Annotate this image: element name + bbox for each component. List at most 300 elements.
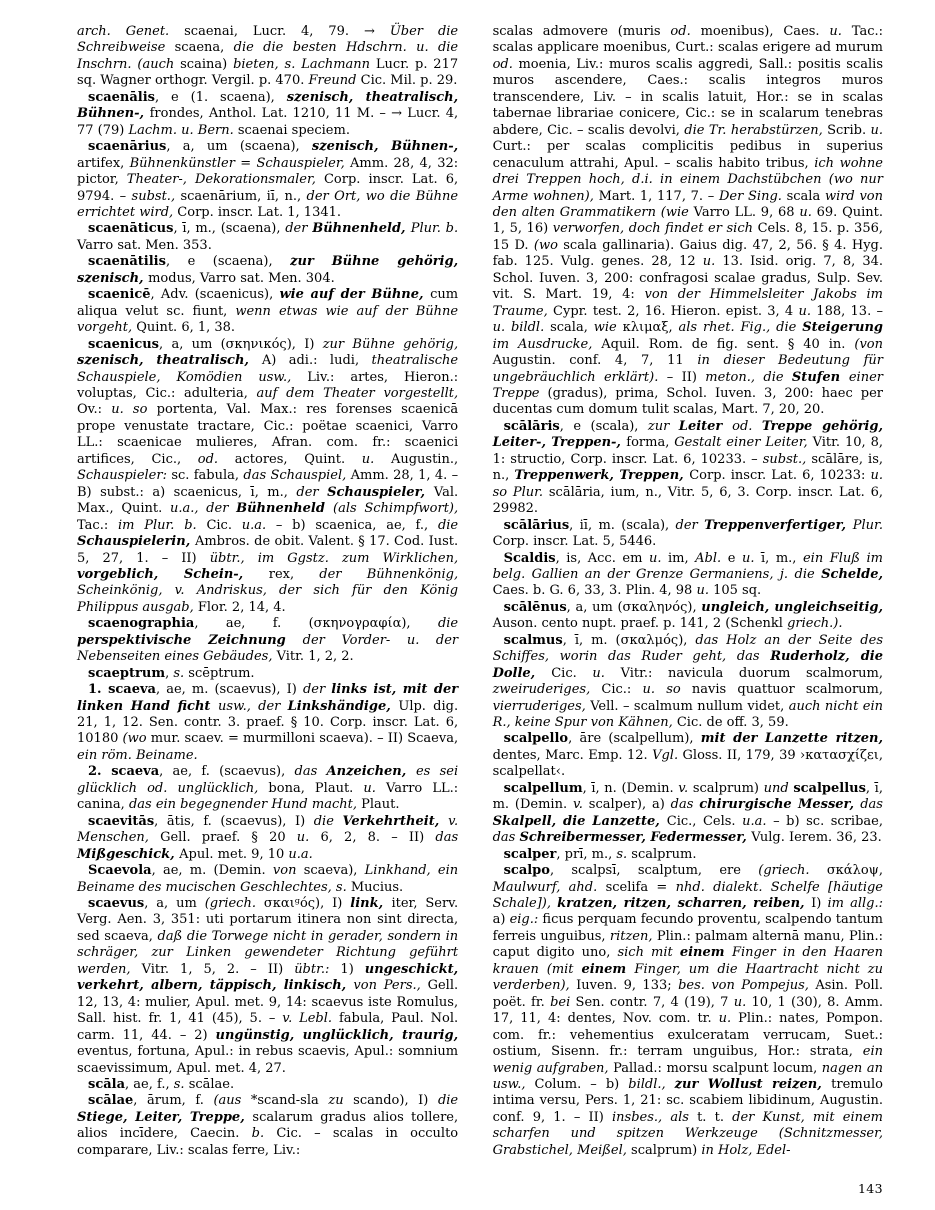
german-gloss: Schreibermesser, Federmesser, <box>519 830 752 846</box>
headword: scaevitās <box>88 813 155 829</box>
entry-text: Vitr. 1, 2, 2. <box>276 649 354 665</box>
entry-text: bona, Plaut. <box>268 780 364 796</box>
left-column <box>77 24 472 1170</box>
entry-text: 10, 1 (30), 8. Amm. 17, 11, 4: dentes, Nov. com. tr. <box>492 994 884 1027</box>
entry-text: Iuven. 9, 133; <box>576 978 679 994</box>
german-gloss: Stufen <box>791 369 849 385</box>
entry-text: , a, um (σκαληνός), <box>566 599 702 615</box>
italic-note: Über die Schreibweise <box>77 24 459 56</box>
dictionary-entry <box>77 287 458 336</box>
entry-text: , Adv. (scaenicus), <box>150 287 280 303</box>
entry-text: scala gallinaria). Gaius dig. 47, 2, 56. § 4. Hyg. fab. 125. Vulg. genes. 28, 12 <box>492 237 883 270</box>
italic-note: Finger in den Haaren krauen (mit <box>492 945 883 977</box>
dictionary-entry <box>77 139 458 221</box>
entry-text: Cic. <box>206 517 242 533</box>
entry-text: Augustin., <box>390 451 459 467</box>
italic-note: Bühnenkünstler = Schauspieler, <box>129 155 351 171</box>
german-gloss: Mißgeschick, <box>77 846 180 862</box>
german-gloss: ungünstig, unglücklich, traurig, <box>215 1027 459 1043</box>
entry-text: Cic. de off. 3, 59. <box>676 715 789 731</box>
dictionary-entry <box>77 90 458 139</box>
entry-text: Ov.: <box>77 402 112 418</box>
entry-text: – II) <box>666 369 706 385</box>
headword: scaenicē <box>88 287 151 303</box>
entry-text: , ī, m., (scaena), <box>173 221 286 237</box>
italic-note: ritzen, <box>609 928 657 944</box>
italic-note: (als Schimpfwort), <box>333 501 459 517</box>
entry-text: , is, Acc. em <box>555 550 649 566</box>
entry-text: , a, um (scaena), <box>166 139 312 155</box>
german-gloss: szenisch, theatralisch, Bühnen-, <box>77 89 459 122</box>
german-gloss: Treppenverfertiger, <box>704 517 853 533</box>
entry-text: Quint. 6, 1, 38. <box>136 320 236 336</box>
german-gloss: wie auf der Bühne, <box>279 287 431 303</box>
italic-note: (wo <box>122 731 151 747</box>
entry-text: Liv.: artes, Hieron.: voluptas, Cic.: adulteria, <box>77 369 459 401</box>
italic-note: im allg.: <box>827 896 883 912</box>
entry-text: , a, um (σκηνικός), I) <box>159 336 323 352</box>
italic-note: od. <box>492 56 519 72</box>
entry-text: , prī, m., <box>556 846 617 862</box>
italic-note: (griech. <box>204 896 264 912</box>
entry-text: κλιμαξ, <box>622 320 679 336</box>
entry-text: Lucr. p. 217 sq. Wagner orthogr. Vergil. p. 470. <box>77 56 459 89</box>
entry-text: Scrib. <box>827 122 871 138</box>
headword: scalpellus <box>793 780 866 796</box>
german-gloss: Verkehrtheit, <box>342 813 449 829</box>
dictionary-entry <box>493 847 883 863</box>
german-gloss: Anzeichen, <box>326 764 416 780</box>
german-gloss: chirurgische Messer, <box>699 797 861 813</box>
italic-note: das Holz an der Seite des Schiffes, worin das Ruder geht, das <box>492 632 883 665</box>
italic-note: wenn etwas wie auf der Bühne vorgeht, <box>77 303 459 336</box>
entry-text: Vitr. 10, 8, 1: structio, Corp. inscr. Lat. 6, 10233. – <box>492 435 883 467</box>
dictionary-entry <box>77 814 458 863</box>
german-gloss: link, <box>350 896 392 912</box>
entry-text: Amm. 28, 1, 4. – B) subst.: a) scaenicus, ī, m., <box>77 468 459 500</box>
entry-text: , <box>165 665 174 681</box>
italic-note: u. <box>799 204 817 220</box>
dictionary-entry <box>77 24 458 90</box>
entry-text: moenibus), Caes. <box>700 24 830 39</box>
entry-text: Vell. – scalmum nullum videt, <box>590 698 789 714</box>
entry-text: scelifa = <box>605 879 676 895</box>
italic-note: bieten, s. Lachmann <box>233 56 376 72</box>
entry-text: scalas admovere (muris <box>492 24 671 39</box>
entry-text: Ulp. dig. 21, 1, 12. Sen. contr. 3. praef. § 10. Corp. inscr. Lat. 6, 10180 <box>77 698 459 747</box>
entry-text: Cels. 8, 15. p. 356, 15 D. <box>492 221 883 253</box>
italic-note: von <box>272 863 304 879</box>
dictionary-entry <box>493 863 883 1159</box>
entry-text: rex, <box>268 566 320 582</box>
entry-text: scālāria, ium, n., Vitr. 5, 6, 3. Corp. inscr. Lat. 6, 29982. <box>492 484 883 517</box>
italic-note: der Vorder- u. der Nebenseiten eines Gebäudes, <box>77 632 459 665</box>
german-gloss: Schauspieler, <box>327 484 434 500</box>
italic-note: Theater-, Dekorationsmaler, <box>126 172 324 188</box>
entry-text: Flor. 2, 14, 4. <box>197 599 286 615</box>
entry-text: – b) sc. scribae, <box>773 813 883 829</box>
headword: scaenātilis <box>88 254 166 270</box>
italic-note: u. so Plur. <box>492 468 883 500</box>
entry-text: Sen. contr. 7, 4 (19), 7 <box>575 994 734 1010</box>
entry-text: Vulg. Ierem. 36, 23. <box>751 830 882 846</box>
entry-text: (gradus), prima, Schol. Iuven. 3, 200: haec per ducentas cum domum tulit scalas, Mart. 7, 20, 20. <box>492 385 883 418</box>
italic-note: v. Menschen, <box>77 813 459 846</box>
entry-text: , a, um <box>144 896 205 912</box>
entry-text: , ī, n. (Demin. <box>582 780 679 796</box>
italic-note: u. <box>696 583 714 599</box>
entry-text: forma, <box>626 435 675 451</box>
italic-note: die die besten Hdschrn. u. die Inschrn. (auch <box>77 40 459 72</box>
entry-text: scaenai, Lucr. 4, 79. <box>169 24 364 39</box>
entry-text: Curt.: per scalas complicitis pedibus in superius cenaculum attrahi, Apul. – scalis habito tribus, <box>492 139 883 171</box>
headword: scaenographia <box>88 616 195 632</box>
entry-text: , e (scala), <box>559 418 648 434</box>
italic-note: (griech. <box>758 863 827 879</box>
german-gloss: mit der Lanzette ritzen, <box>700 731 884 747</box>
entry-text: scēptrum. <box>188 665 255 681</box>
entry-text: , ī, m. (σκαλμός), <box>562 632 696 648</box>
entry-text: scaenai speciem. <box>237 122 350 138</box>
italic-note: u. <box>702 254 723 270</box>
italic-note: u. <box>363 780 387 796</box>
german-gloss: Leiter <box>678 418 733 434</box>
italic-note: Schauspieler: <box>77 468 172 484</box>
headword: scālēnus <box>503 599 567 615</box>
german-gloss: Bühnenheld <box>236 501 334 517</box>
italic-note: Finger, um die Haartracht nicht zu verderben), <box>492 961 883 994</box>
entry-text: navis quattuor scalmorum, <box>691 682 883 698</box>
italic-note: griech.). <box>787 616 843 632</box>
dictionary-entry <box>77 764 458 813</box>
entry-text: Plin.: palmam alternā manu, Plin.: caput digito uno, <box>492 928 883 961</box>
dictionary-entry <box>493 419 883 518</box>
entry-text: Tac.: <box>77 517 118 533</box>
entry-text: , ae, f., <box>125 1077 174 1092</box>
entry-text: Varro LL. 9, 68 <box>693 204 800 220</box>
entry-text: Gell. praef. § 20 <box>160 830 297 846</box>
italic-note: übtr., im Ggstz. zum Wirklichen, <box>209 550 459 566</box>
entry-text: scaina) <box>180 56 234 72</box>
italic-note: od. <box>197 451 235 467</box>
dictionary-entry <box>77 863 458 896</box>
headword: 1. scaeva <box>88 682 156 698</box>
german-gloss: zur Wollust reizen, <box>674 1077 832 1092</box>
entry-text: iter, Serv. Verg. Aen. 3, 351: uti portarum itinera non sint directa, sed scaeva, <box>77 896 459 944</box>
entry-text: Cic. Mil. p. 29. <box>360 73 458 89</box>
italic-note: die <box>437 517 459 533</box>
entry-text: Pallad.: morsu scalpunt locum, <box>613 1060 822 1076</box>
entry-text: artifex, <box>77 155 130 171</box>
italic-note: die <box>313 813 343 829</box>
entry-text: scalarum gradus alios tollere, alios incīdere, Caecin. <box>77 1109 459 1142</box>
entry-text: moenia, Liv.: muros scalis aggredi, Sall.: positis scalis muros ascendere, Caes.: scalis integros muros transcendere, Liv. – in scalis latuit, Hor.: se in scalas tabernae librariae conicere, Cic.: se in scalarum tenebras abdere, Cic. – scalis devolvi, <box>492 56 883 138</box>
italic-note: in Holz, Edel- <box>701 1142 791 1158</box>
italic-note: u. <box>829 24 852 39</box>
entry-text: Gloss. II, 179, 39 ›κατασχίζει, scalpellat‹. <box>492 747 883 780</box>
headword: scaenālis <box>88 89 155 105</box>
italic-note: ein Fluß im belg. Gallien an der Grenze Germaniens, j. die <box>492 550 883 582</box>
italic-note: (von <box>854 336 883 352</box>
entry-text: *scand-sla <box>250 1093 329 1109</box>
italic-note: auch nicht ein R., keine Spur von Kähnen, <box>492 698 883 731</box>
italic-note: von Pers., <box>353 978 428 994</box>
entry-text: Cic.: <box>601 682 643 698</box>
italic-note: od. <box>670 24 701 39</box>
italic-note: (aus <box>213 1093 251 1109</box>
entry-text: t. t. <box>697 1109 733 1125</box>
dictionary-entry <box>77 896 458 1077</box>
italic-note: das <box>492 830 520 846</box>
entry-text: sc. fabula, <box>171 468 244 484</box>
italic-note: das <box>670 797 700 813</box>
entry-text: σκάλοψ, <box>826 863 883 879</box>
entry-text: e <box>727 550 742 566</box>
headword: scalpello <box>503 731 569 747</box>
headword: scalpo <box>503 863 550 879</box>
entry-text: ī, m., <box>761 550 803 566</box>
entry-text: Colum. – b) <box>534 1077 629 1092</box>
headword: scālāris <box>503 418 560 434</box>
entry-text: modus, Varro sat. Men. 304. <box>148 270 335 286</box>
italic-note: u.a. <box>241 517 276 533</box>
german-gloss: einem <box>679 945 732 961</box>
entry-text: frondes, Anthol. Lat. 1210, 11 M. – → Lucr. 4, 77 (79) <box>77 106 459 138</box>
german-gloss: zur Bühne gehörig, szenisch, <box>77 254 459 286</box>
german-gloss: Ruderholz, die Dolle, <box>492 649 883 681</box>
italic-note: in dieser Bedeutung für ungebräuchlich erklärt). <box>492 353 883 385</box>
entry-text: – b) scaenica, ae, f., <box>275 517 438 533</box>
german-gloss: Treppenwerk, Treppen, <box>514 468 690 484</box>
entry-text: Mucius. <box>350 879 404 895</box>
entry-text: , āre (scalpellum), <box>568 731 701 747</box>
german-gloss: Skalpell, die Lanzette, <box>492 813 667 829</box>
italic-note: vierruderiges, <box>492 698 591 714</box>
italic-note: u. <box>361 451 391 467</box>
italic-note: ein röm. Beiname. <box>77 747 198 763</box>
headword: 2. scaeva <box>88 764 160 780</box>
italic-note: auf dem Theater vorgestellt, <box>256 385 459 401</box>
entry-text: Corp. inscr. Lat. 6, 9794. – <box>77 172 459 204</box>
italic-note: übtr.: <box>294 961 341 977</box>
entry-text: scalprum) <box>692 780 764 796</box>
italic-note: u. so <box>111 402 157 418</box>
german-gloss: vorgeblich, Schein-, <box>77 566 269 582</box>
entry-text: 6, 2, 8. – II) <box>320 830 436 846</box>
headword: scaevus <box>88 896 145 912</box>
italic-note: Abl. <box>695 550 728 566</box>
dictionary-entry <box>493 600 883 633</box>
italic-note: v. <box>678 780 693 796</box>
italic-note: sich mit <box>617 945 680 961</box>
entry-text: , e (scaena), <box>165 254 291 270</box>
entry-text: actores, Quint. <box>234 451 362 467</box>
italic-note: Vgl. <box>652 747 683 763</box>
italic-note: bei <box>550 994 576 1010</box>
italic-note: das ein begegnender Hund macht, <box>128 797 362 813</box>
entry-text: 105 sq. <box>713 583 762 599</box>
entry-text: im, <box>668 550 696 566</box>
entry-text: Amm. 28, 4, 32: pictor, <box>77 155 459 188</box>
italic-note: das <box>435 830 459 846</box>
entry-text: Plaut. <box>361 797 400 813</box>
entry-text: Cic. – scalas in occulto comparare, Liv.: scalas ferre, Liv.: <box>77 1126 459 1158</box>
italic-note: u.a. <box>742 813 774 829</box>
entry-text: fabula, Paul. Nol. carm. 11, 44. – 2) <box>77 1011 459 1043</box>
italic-note: ein wenig aufgraben, <box>492 1044 883 1076</box>
entry-text: scaenārium, iī, n., <box>180 188 307 204</box>
italic-note: nagen an usw., <box>492 1060 883 1092</box>
italic-note: Freund <box>308 73 361 89</box>
entry-text: scaena, <box>174 40 234 56</box>
italic-note: es sei glücklich od. unglücklich, <box>77 764 459 796</box>
german-gloss: szenisch, Bühnen-, <box>311 139 459 155</box>
italic-note: zur Bühne gehörig, <box>322 336 459 352</box>
entry-text: Vitr. 1, 5, 2. – II) <box>141 961 295 977</box>
entry-text: mur. scaev. = murmilloni scaeva). – II) Scaeva, <box>150 731 459 747</box>
entry-text: Cypr. test. 2, 16. Hieron. epist. 3, 4 <box>553 303 799 319</box>
italic-note: u.a. <box>288 846 313 862</box>
headword: scalmus <box>503 632 563 648</box>
italic-note: bildl., <box>628 1077 675 1092</box>
italic-note: theatralische Schauspiele, Komödien usw., <box>77 353 459 385</box>
entry-text: portenta, Val. Max.: res forenses scaenicā prope venustate tractare, Cic.: poëtae scaenici, Varro LL.: scaenicae mulieres, Afran. com. fr.: scaenici artifices, Cic., <box>77 402 459 467</box>
entry-text: scala <box>786 188 825 204</box>
entry-text: , iī, m. (scala), <box>569 517 676 533</box>
entry-text: Augustin. conf. 4, 7, 11 <box>492 353 698 369</box>
dictionary-entry <box>77 221 458 254</box>
italic-note: u. bildl. <box>492 320 551 336</box>
german-gloss: Bühnenheld, <box>312 221 411 237</box>
german-gloss: ungeschickt, verkehrt, albern, täppisch, linkisch, <box>77 961 459 994</box>
entry-text: Cic., Cels. <box>666 813 743 829</box>
entry-text: tremulo intima versu, Pers. 1, 21: sc. scabiem libidinum, Augustin. conf. 9, 1. – II) <box>492 1077 883 1125</box>
dictionary-entry <box>77 337 458 617</box>
entry-text: σκαιᶢός), I) <box>263 896 351 912</box>
headword: Scaldis <box>503 550 556 566</box>
entry-text: , ae, m. (scaevus), I) <box>155 682 303 698</box>
dictionary-entry <box>77 254 458 287</box>
entry-text: Val. Max., Quint. <box>77 484 459 517</box>
headword: scalpellum <box>503 780 583 796</box>
italic-note: s. <box>173 665 189 681</box>
german-gloss: Schauspielerin, <box>77 534 195 550</box>
italic-note: u. <box>296 830 321 846</box>
entry-text: 13. Isid. orig. 7, 8, 34. Schol. Iuven. 3, 200: confragosi scalae gradus, Sulp. Sev. vit. S. Mart. 19, 4: <box>492 254 884 303</box>
italic-note: der <box>285 221 313 237</box>
italic-note: s. <box>173 1077 189 1092</box>
italic-note: usw., der <box>218 698 288 714</box>
entry-text: Cic. <box>551 665 593 681</box>
italic-note: insbes., als <box>612 1109 698 1125</box>
italic-note: u. <box>592 665 621 681</box>
italic-note: der Kunst, mit einem scharfen und spitzen Werkzeuge (Schnitzmesser, Grabstichel, Meißel, <box>492 1109 883 1158</box>
german-gloss: szenisch, theatralisch, <box>77 353 262 369</box>
entry-text: A) adi.: ludi, <box>261 353 372 369</box>
italic-note: u. so <box>642 682 692 698</box>
italic-note: Maulwurf, ahd. <box>492 879 606 895</box>
entry-text: Mart. 1, 117, 7. – <box>598 188 719 204</box>
italic-note: eig.: <box>509 912 543 928</box>
italic-note: Plur. b. <box>410 221 459 237</box>
entry-text: scālāre, is, n., <box>492 451 883 484</box>
entry-text: Corp. inscr. Lat. 5, 5446. <box>492 534 657 550</box>
entry-text: 188, 13. – <box>816 303 883 319</box>
entry-text: , ārum, f. <box>133 1093 214 1109</box>
entry-text: 1) <box>340 961 365 977</box>
right-column <box>493 24 883 1170</box>
italic-note: verworfen, doch findet er sich <box>552 221 758 237</box>
italic-note: das <box>860 797 883 813</box>
italic-note: nhd. dialekt. Schelfe [häutige Schale]), <box>492 879 883 912</box>
dictionary-entry <box>77 1077 458 1093</box>
italic-note: als rhet. Fig., die <box>678 320 803 336</box>
italic-note: die Tr. herabstürzen, <box>684 122 828 138</box>
dictionary-entry <box>493 781 883 847</box>
italic-note: ich wohne drei Treppen hoch, d.i. in einem Dachstübchen (wo nur Arme wohnen), <box>492 155 883 204</box>
dictionary-entry <box>77 682 458 764</box>
german-gloss: links ist, mit der linken Hand ficht <box>77 682 459 714</box>
italic-note: das Schauspiel, <box>243 468 351 484</box>
entry-text: scalper), a) <box>588 797 671 813</box>
dictionary-entry <box>493 731 883 780</box>
italic-note: der <box>302 682 332 698</box>
italic-note: subst., <box>131 188 181 204</box>
dictionary-entry <box>77 616 458 665</box>
page-number: 143 <box>857 1181 883 1196</box>
italic-note: meton., die <box>705 369 792 385</box>
entry-text: scālae. <box>188 1077 235 1092</box>
entry-text: Varro LL.: canina, <box>77 780 459 813</box>
entry-text: scando), I) <box>353 1093 438 1109</box>
italic-note: bes. von Pompejus, <box>678 978 816 994</box>
italic-note: v. Lebl. <box>282 1011 339 1027</box>
entry-text: Asin. Poll. poët. fr. <box>492 978 883 1010</box>
entry-text: a) <box>492 912 510 928</box>
entry-text: 69. Quint. 1, 5, 16) <box>492 204 883 237</box>
headword: scālae <box>88 1093 134 1109</box>
italic-note: u. <box>733 994 752 1010</box>
headword: scaenāticus <box>88 221 174 237</box>
entry-text: Varro sat. Men. 353. <box>77 237 212 253</box>
entry-text: → <box>363 24 390 39</box>
italic-note: daß die Torwege nicht in gerader, sondern in schräger, zur Linken gewendeter Richtung geführt werden, <box>77 928 459 977</box>
german-gloss: Stiege, Leiter, Treppe, <box>77 1109 253 1125</box>
entry-text: Auson. cento nupt. praef. p. 141, 2 (Schenkl <box>492 616 788 632</box>
entry-text: ficus perquam fecundo proventu, scalpendo tantum ferreis unguibus, <box>492 912 883 944</box>
italic-note: u. <box>648 550 668 566</box>
italic-note: im Ausdrucke, <box>492 336 602 352</box>
entry-text: scala, <box>550 320 594 336</box>
dictionary-entry <box>493 633 883 732</box>
italic-note: wird von den alten Grammatikern (wie <box>492 188 884 220</box>
italic-note: Gestalt einer Leiter, <box>674 435 813 451</box>
entry-text: , ae, f. (σκηνογραφία), <box>194 616 438 632</box>
italic-note: das <box>294 764 327 780</box>
entry-text: Corp. inscr. Lat. 6, 10233: <box>689 468 871 484</box>
italic-note: Lachm. u. Bern. <box>128 122 238 138</box>
dictionary-entry <box>493 24 883 419</box>
italic-note: einer Treppe <box>492 369 883 401</box>
dictionary-entry <box>77 1093 458 1159</box>
italic-note: der Ort, wo die Bühne errichtet wird, <box>77 188 459 220</box>
entry-text: I) <box>811 896 828 912</box>
entry-text: , scalpsī, scalptum, ere <box>549 863 759 879</box>
headword: Scaevola <box>88 863 152 879</box>
italic-note: (wo <box>533 237 564 253</box>
italic-note: u. <box>870 122 883 138</box>
italic-note: die <box>437 1093 459 1109</box>
